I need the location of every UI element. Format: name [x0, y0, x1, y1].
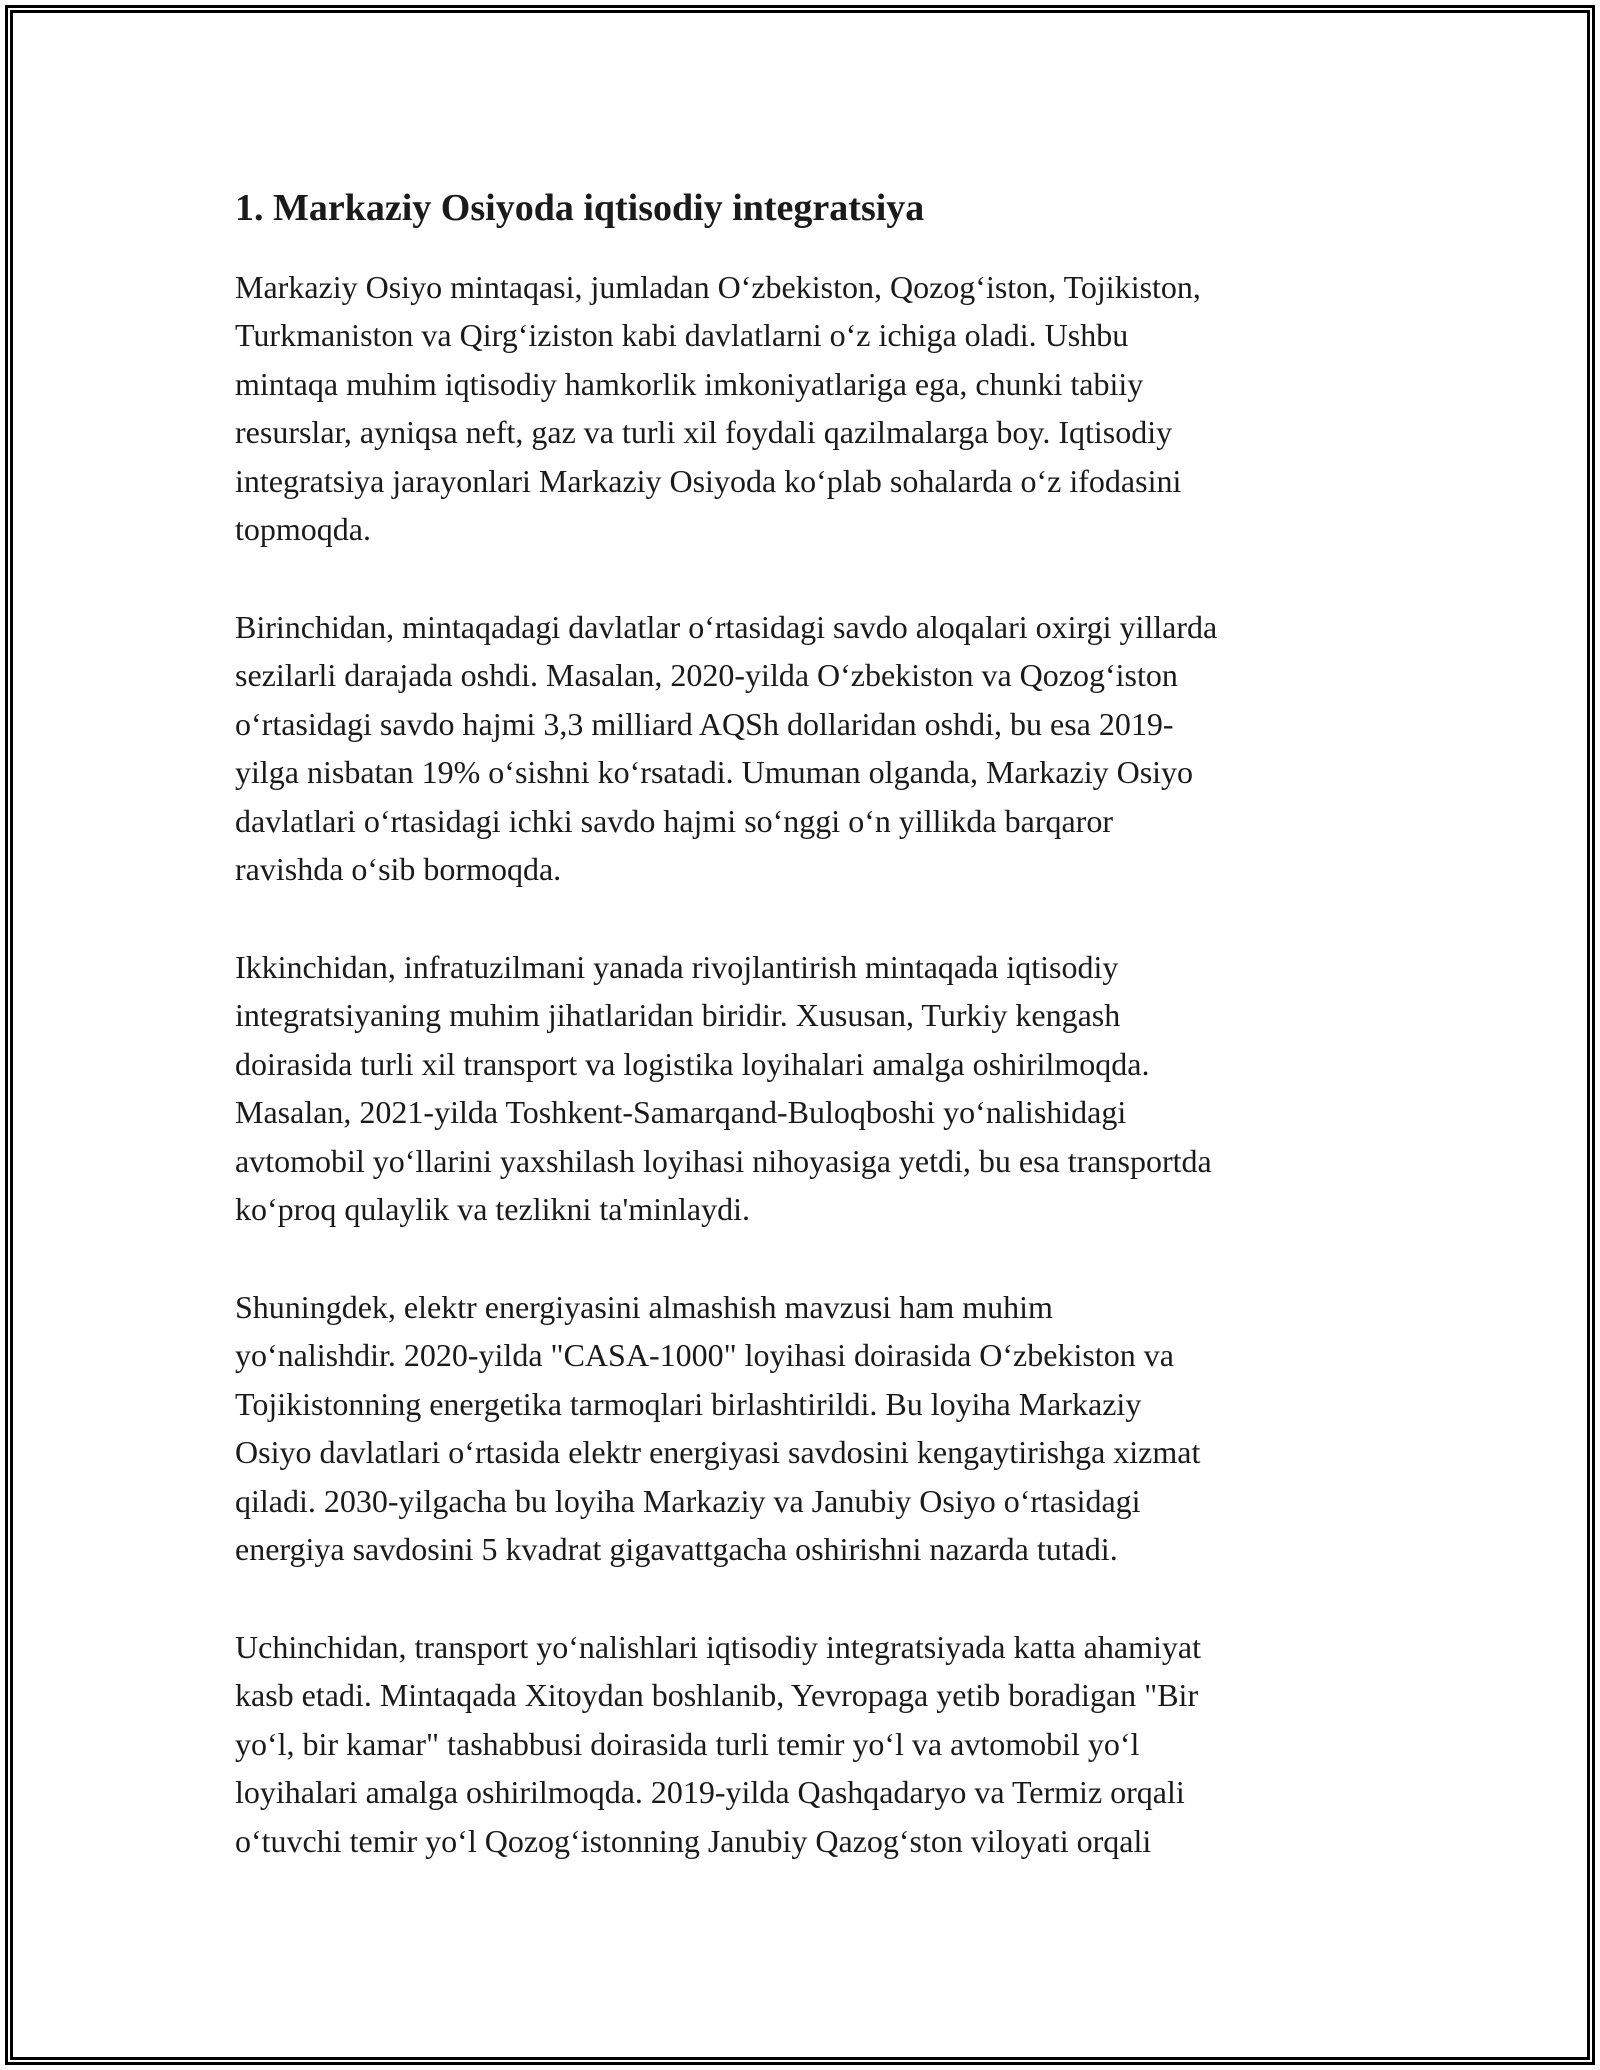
- paragraph-line: o‘rtasidagi savdo hajmi 3,3 milliard AQSh dollaridan oshdi, bu esa 2019-: [235, 705, 1174, 742]
- paragraph-line: Masalan, 2021-yilda Toshkent-Samarqand-Buloqboshi yo‘nalishidagi: [235, 1094, 1127, 1130]
- paragraph-line: Birinchidan, mintaqadagi davlatlar o‘rtasidagi savdo aloqalari oxirgi yillarda: [235, 608, 1218, 645]
- paragraph-line: integratsiyaning muhim jihatlaridan biridir. Xususan, Turkiy kengash: [235, 997, 1121, 1033]
- section-heading: 1. Markaziy Osiyoda iqtisodiy integratsiya: [235, 187, 925, 229]
- paragraph-line: topmoqda.: [235, 511, 371, 547]
- paragraph-container: [235, 263, 1370, 1866]
- paragraph-line: resurslar, ayniqsa neft, gaz va turli xil foydali qazilmalarga boy. Iqtisodiy: [235, 414, 1173, 450]
- document-body: [235, 185, 1370, 1914]
- paragraph-line: qiladi. 2030-yilgacha bu loyiha Markaziy va Janubiy Osiyo o‘rtasidagi: [235, 1482, 1141, 1519]
- paragraph: [235, 263, 1370, 554]
- paragraph-line: yo‘l, bir kamar" tashabbusi doirasida turli temir yo‘l va avtomobil yo‘l: [235, 1725, 1140, 1762]
- paragraph-line: Shuningdek, elektr energiyasini almashish mavzusi ham muhim: [235, 1288, 1053, 1325]
- paragraph: [235, 1623, 1370, 1866]
- paragraph: [235, 603, 1370, 894]
- paragraph: [235, 1283, 1370, 1574]
- paragraph-line: Ikkinchidan, infratuzilmani yanada rivojlantirish mintaqada iqtisodiy: [235, 948, 1119, 985]
- paragraph-line: kasb etadi. Mintaqada Xitoydan boshlanib, Yevropaga yetib boradigan "Bir: [235, 1677, 1199, 1713]
- paragraph-line: davlatlari o‘rtasidagi ichki savdo hajmi so‘nggi o‘n yillikda barqaror: [235, 802, 1113, 839]
- paragraph-line: integratsiya jarayonlari Markaziy Osiyoda ko‘plab sohalarda o‘z ifodasini: [235, 462, 1182, 499]
- paragraph-line: Turkmaniston va Qirg‘iziston kabi davlatlarni o‘z ichiga oladi. Ushbu: [235, 317, 1129, 353]
- paragraph-line: Osiyo davlatlari o‘rtasida elektr energiyasi savdosini kengaytirishga xizmat: [235, 1434, 1201, 1470]
- paragraph-line: loyihalari amalga oshirilmoqda. 2019-yilda Qashqadaryo va Termiz orqali: [235, 1774, 1185, 1810]
- paragraph-line: energiya savdosini 5 kvadrat gigavattgacha oshirishni nazarda tutadi.: [235, 1531, 1118, 1567]
- paragraph-line: ravishda o‘sib bormoqda.: [235, 851, 562, 887]
- paragraph-line: ko‘proq qulaylik va tezlikni ta'minlaydi.: [235, 1191, 750, 1227]
- paragraph-line: Tojikistonning energetika tarmoqlari birlashtirildi. Bu loyiha Markaziy: [235, 1385, 1142, 1422]
- paragraph-line: yilga nisbatan 19% o‘sishni ko‘rsatadi. Umuman olganda, Markaziy Osiyo: [235, 754, 1194, 790]
- paragraph-line: yo‘nalishdir. 2020-yilda "CASA-1000" loyihasi doirasida O‘zbekiston va: [235, 1337, 1174, 1373]
- paragraph: [235, 943, 1370, 1234]
- paragraph-line: doirasida turli xil transport va logistika loyihalari amalga oshirilmoqda.: [235, 1045, 1150, 1082]
- paragraph-line: sezilarli darajada oshdi. Masalan, 2020-yilda O‘zbekiston va Qozog‘iston: [235, 657, 1178, 693]
- paragraph-line: Markaziy Osiyo mintaqasi, jumladan O‘zbekiston, Qozog‘iston, Tojikiston,: [235, 268, 1201, 305]
- paragraph-line: avtomobil yo‘llarini yaxshilash loyihasi nihoyasiga yetdi, bu esa transportda: [235, 1142, 1212, 1179]
- paragraph-line: o‘tuvchi temir yo‘l Qozog‘istonning Janubiy Qazog‘ston viloyati orqali: [235, 1822, 1152, 1859]
- paragraph-line: mintaqa muhim iqtisodiy hamkorlik imkoniyatlariga ega, chunki tabiiy: [235, 365, 1144, 402]
- paragraph-line: Uchinchidan, transport yo‘nalishlari iqtisodiy integratsiyada katta ahamiyat: [235, 1628, 1201, 1665]
